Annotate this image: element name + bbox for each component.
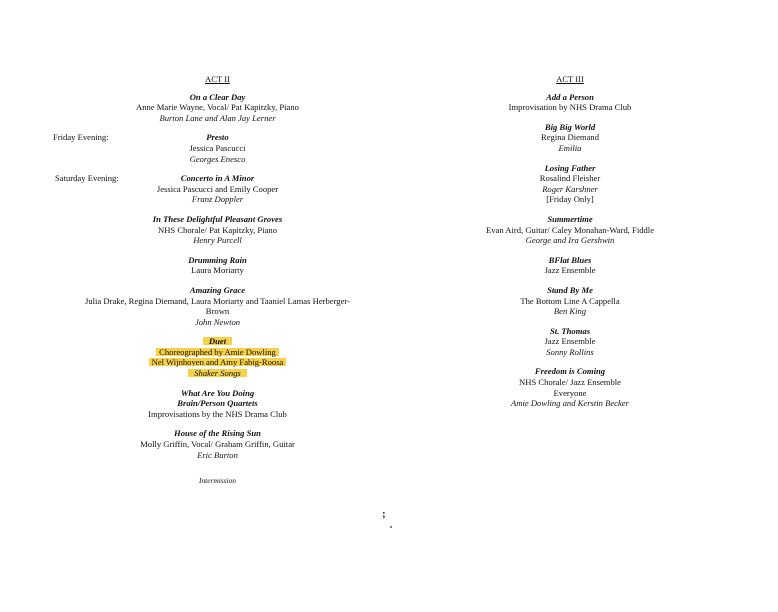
program-entry	[420, 255, 720, 276]
performers: Laura Moriarty	[191, 265, 244, 276]
performers: Nel Wijnhoven and Amy Fabig-Roosa	[149, 357, 287, 367]
piece-title: Losing Father	[544, 162, 596, 173]
composer: Eric Burton	[197, 449, 238, 460]
piece-title: On a Clear Day	[189, 91, 246, 102]
act-ii-heading: ACT II	[205, 74, 230, 84]
performers: Improvisation by NHS Drama Club	[508, 102, 632, 113]
piece-title: Summertime	[547, 213, 593, 224]
performers: Evan Aird, Guitar/ Caley Monahan-Ward, Fiddle	[485, 224, 655, 235]
program-entry	[420, 366, 720, 408]
program-entry	[50, 285, 385, 327]
program-entry	[50, 92, 385, 124]
performers: NHS Chorale/ Pat Kapitzky, Piano	[157, 224, 278, 235]
piece-title: Add a Person	[546, 91, 594, 102]
performers: Improvisations by the NHS Drama Club	[148, 408, 287, 419]
program-entry	[50, 173, 385, 205]
piece-title: In These Delightful Pleasant Groves	[152, 213, 283, 224]
act-iii-heading: ACT III	[556, 74, 584, 84]
piece-title: Big Big World	[544, 121, 596, 132]
piece-title: Presto	[206, 132, 229, 143]
performers: Molly Griffin, Vocal/ Graham Griffin, Guitar	[140, 439, 295, 450]
program-entry	[420, 92, 720, 113]
act-ii-column	[50, 74, 385, 487]
piece-title: St. Thomas	[549, 325, 591, 336]
program-entry	[50, 255, 385, 276]
piece-title: House of the Rising Sun	[174, 428, 261, 439]
performers: Anne Marie Wayne, Vocal/ Pat Kapitzky, Piano	[136, 102, 299, 113]
performers: Regina Diemand	[541, 132, 599, 143]
piece-title: Amazing Grace	[189, 284, 246, 295]
program-entry-highlighted	[50, 336, 385, 378]
piece-title: Concerto in A Minor	[180, 173, 255, 184]
composer: Franz Doppler	[191, 194, 244, 205]
performers: The Bottom Line A Cappella	[520, 295, 620, 306]
program-entry	[420, 163, 720, 205]
composer: Roger Karshner	[542, 183, 598, 194]
performers: Rosalind Fleisher	[539, 173, 601, 184]
piece-title: Duet	[203, 336, 232, 346]
program-entry	[420, 326, 720, 358]
piece-title: What Are You Doing	[180, 387, 255, 398]
program-entry	[420, 214, 720, 246]
piece-title: BFlat Blues	[548, 254, 592, 265]
program-entry	[50, 428, 385, 460]
performance-note: [Friday Only]	[546, 194, 594, 205]
composer: Shaker Songs	[188, 368, 247, 378]
piece-title: Freedom is Coming	[534, 366, 606, 377]
performers: Jessica Pascucci and Emily Cooper	[156, 183, 279, 194]
piece-title: Drumming Rain	[188, 254, 247, 265]
piece-title: Stand By Me	[547, 284, 593, 295]
composer: John Newton	[194, 316, 241, 327]
performers: Jazz Ensemble	[544, 265, 596, 276]
program-entry	[50, 388, 385, 420]
saturday-evening-label: Saturday Evening:	[55, 173, 119, 184]
performers-continued: Brown	[205, 306, 230, 317]
act-iii-column	[420, 74, 720, 418]
choreographer: Choreographed by Amie Dowling	[156, 347, 279, 357]
composer: Amie Dowling and Kerstin Becker	[511, 398, 629, 409]
program-entry	[50, 132, 385, 164]
composer: Burton Lane and Alan Jay Lerner	[159, 112, 276, 123]
program-entry	[420, 285, 720, 317]
performers: Jazz Ensemble	[544, 336, 596, 347]
composer: Emilia	[558, 142, 582, 153]
friday-evening-label: Friday Evening:	[53, 132, 109, 143]
composer: Ben King	[553, 306, 587, 317]
composer: Sonny Rollins	[546, 346, 594, 357]
piece-subtitle: Brain/Person Quartets	[177, 398, 258, 409]
composer: Georges Enesco	[189, 153, 246, 164]
semicolon-mark: ;	[382, 508, 386, 520]
stray-dot	[390, 526, 392, 528]
performers: Jessica Pascucci	[189, 142, 246, 153]
performers: Julia Drake, Regina Diemand, Laura Moriarty and Taaniel Lamas Herberger-	[85, 295, 350, 306]
program-entry	[420, 122, 720, 154]
composer: Henry Purcell	[193, 235, 242, 246]
intermission-label: Intermission	[199, 476, 236, 486]
composer: George and Ira Gershwin	[525, 235, 615, 246]
performers-continued: Everyone	[553, 387, 587, 398]
program-entry	[50, 214, 385, 246]
performers: NHS Chorale/ Jazz Ensemble	[519, 377, 621, 388]
